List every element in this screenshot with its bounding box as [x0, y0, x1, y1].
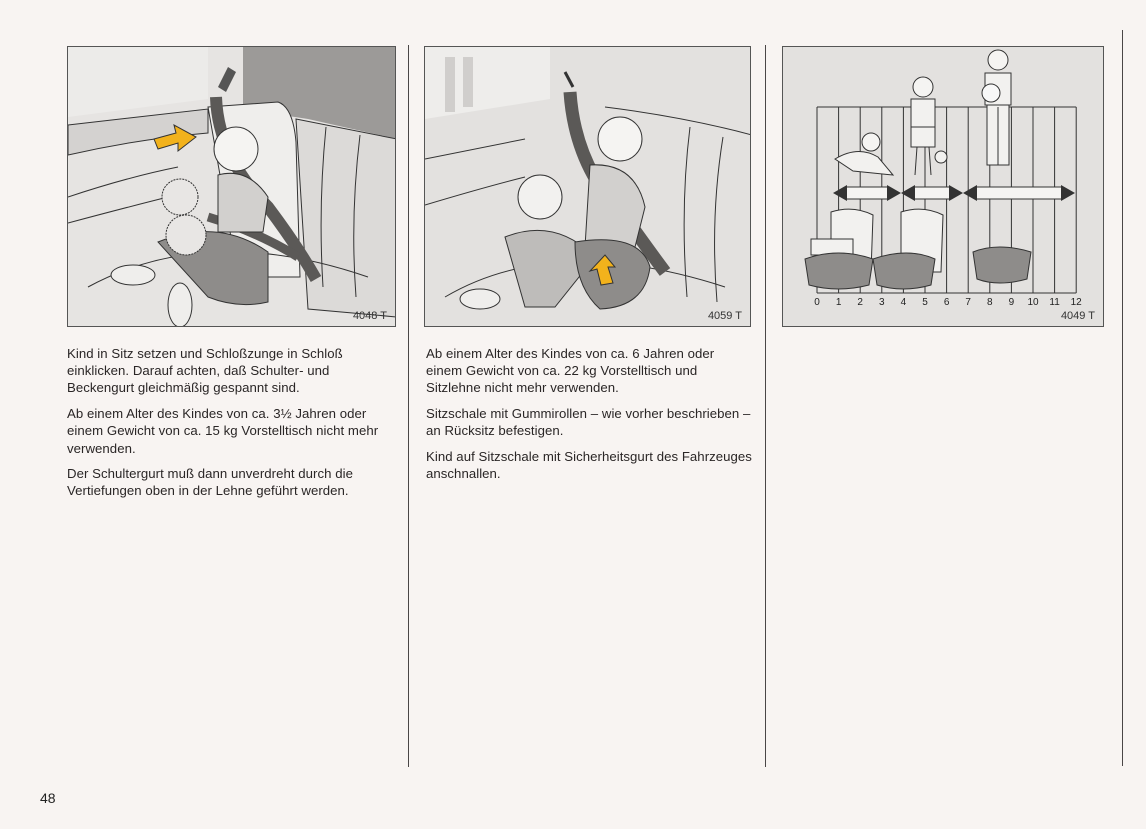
paragraph: Kind in Sitz setzen und Schloßzunge in Schloß einklicken. Darauf achten, daß Schulter- und Beckengurt gleichmäßig gespannt sind.	[67, 346, 343, 396]
figure-child-seat-booster	[424, 46, 751, 327]
figure-code: 4059 T	[707, 310, 742, 322]
age-label: 1	[835, 297, 842, 308]
age-label: 2	[857, 297, 863, 308]
age-label: 0	[814, 297, 820, 308]
figure-age-scale-chart	[782, 46, 1104, 327]
age-label: 3	[879, 297, 885, 308]
illustration-child-in-seat-1	[68, 47, 396, 327]
text-column-2	[426, 345, 752, 491]
age-range-arrow-3	[963, 185, 1075, 201]
text-column-1	[67, 345, 397, 508]
column-divider-2	[765, 45, 766, 767]
age-range-arrow-1	[833, 185, 901, 201]
figure-code: 4048 T	[352, 310, 387, 322]
age-label: 9	[1008, 297, 1015, 308]
page-edge-rule	[1122, 30, 1123, 766]
paragraph: Ab einem Alter des Kindes von ca. 6 Jahren oder einem Gewicht von ca. 22 kg Vorstelltisch und Sitzlehne nicht mehr verwenden.	[426, 346, 715, 396]
paragraph: Sitzschale mit Gummirollen – wie vorher beschrieben – an Rücksitz befestigen.	[426, 406, 751, 439]
age-label: 7	[965, 297, 971, 308]
seat-shell-only	[973, 247, 1031, 283]
column-divider-1	[408, 45, 409, 767]
age-label: 5	[922, 297, 928, 308]
page-number: 48	[40, 790, 56, 806]
age-label: 4	[900, 297, 907, 308]
figure-code: 4049 T	[1060, 310, 1095, 322]
paragraph: Kind auf Sitzschale mit Sicherheitsgurt des Fahrzeuges anschnallen.	[426, 449, 752, 482]
age-label: 8	[987, 297, 993, 308]
paragraph: Der Schultergurt muß dann unverdreht durch die Vertiefungen oben in der Lehne geführt werden.	[67, 466, 353, 499]
age-label: 6	[943, 297, 950, 308]
illustration-child-in-seat-2	[425, 47, 751, 327]
figure-child-seat-with-table	[67, 46, 396, 327]
age-label: 12	[1070, 297, 1082, 308]
paragraph: Ab einem Alter des Kindes von ca. 3½ Jahren oder einem Gewicht von ca. 15 kg Vorstelltisch nicht mehr verwenden.	[67, 406, 379, 456]
age-label: 10	[1027, 297, 1039, 308]
age-label: 11	[1049, 297, 1060, 308]
illustration-age-groups	[783, 47, 1104, 327]
